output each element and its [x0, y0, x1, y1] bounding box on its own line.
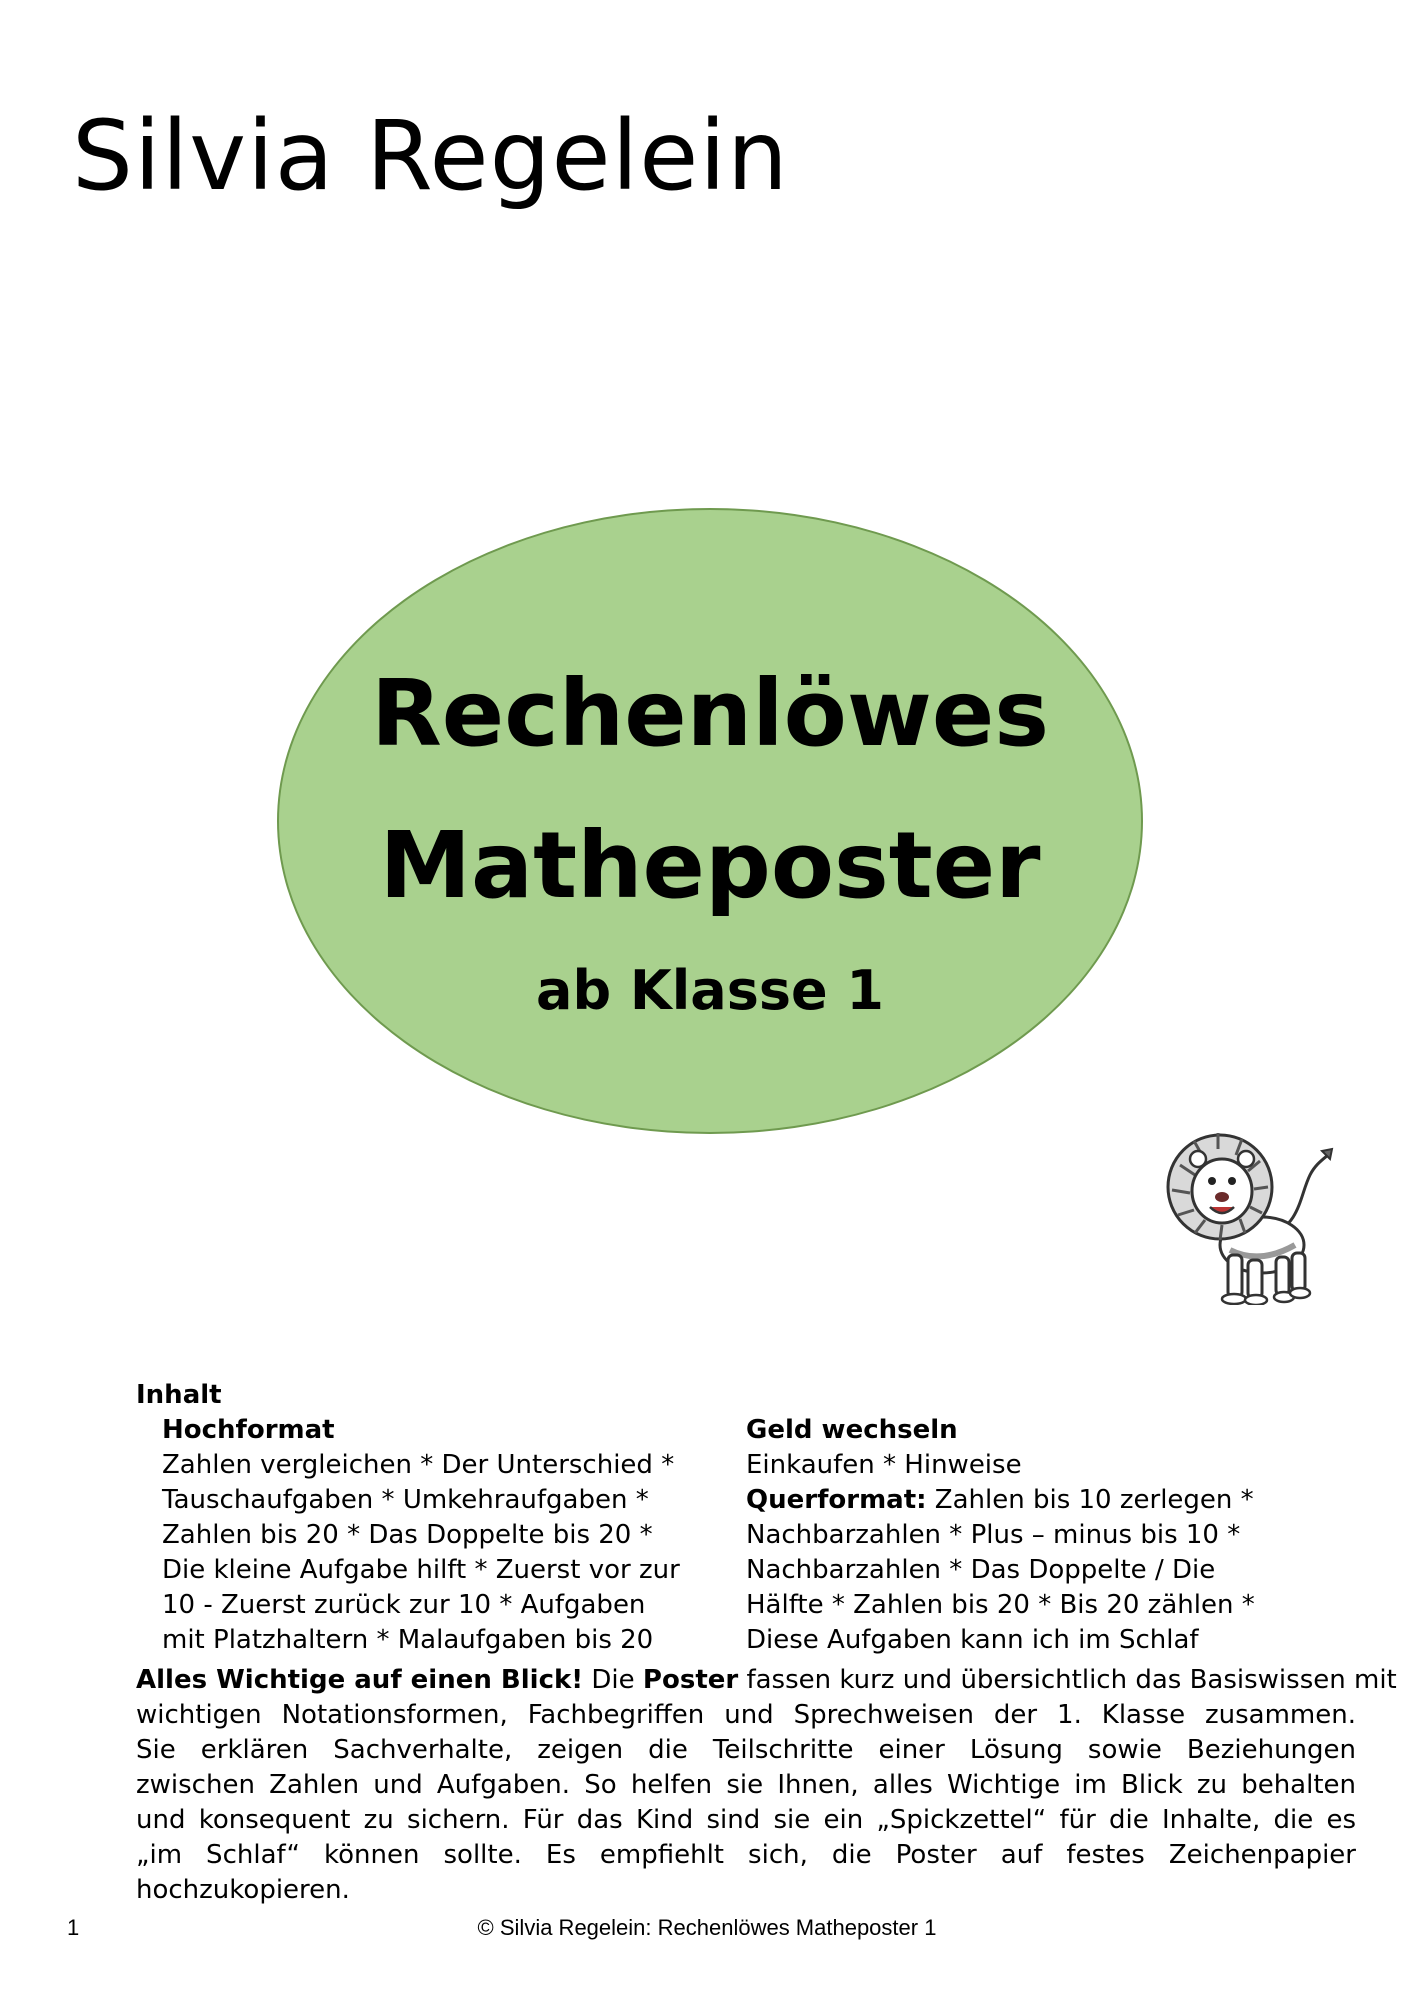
- landscape-label: Querformat:: [746, 1485, 927, 1515]
- list-item: Diese Aufgaben kann ich im Schlaf: [746, 1625, 1199, 1655]
- description-line: und konsequent zu sichern. Für das Kind sind sie ein „Spickzettel“ für die Inhalte, die es: [136, 1805, 1356, 1835]
- list-item: mit Platzhaltern * Malaufgaben bis 20: [162, 1625, 654, 1655]
- lead-text: Die: [583, 1665, 643, 1695]
- right-column-title: Geld wechseln: [746, 1415, 958, 1445]
- landscape-first: Zahlen bis 10 zerlegen *: [926, 1485, 1254, 1515]
- left-column-title: Hochformat: [162, 1415, 335, 1445]
- description-line: zwischen Zahlen und Aufgaben. So helfen sie Ihnen, alles Wichtige im Blick zu behalten: [136, 1770, 1356, 1800]
- description-line: wichtigen Notationsformen, Fachbegriffen und Sprechweisen der 1. Klasse zusammen.: [136, 1700, 1356, 1730]
- list-item: 10 - Zuerst zurück zur 10 * Aufgaben: [162, 1590, 646, 1620]
- page-number: 1: [67, 1915, 80, 1940]
- description-line: Sie erklären Sachverhalte, zeigen die Teilschritte einer Lösung sowie Beziehungen: [136, 1735, 1356, 1765]
- list-item: Hälfte * Zahlen bis 20 * Bis 20 zählen *: [746, 1590, 1255, 1620]
- lead-bold: Alles Wichtige auf einen Blick!: [136, 1665, 584, 1695]
- lion-icon: [1150, 1115, 1340, 1305]
- list-item: Nachbarzahlen * Das Doppelte / Die: [746, 1555, 1216, 1585]
- lead-text-2: fassen kurz und übersichtlich das Basiswissen mit: [738, 1665, 1397, 1695]
- contents-section: [136, 1378, 1356, 1655]
- poster-bold: Poster: [642, 1665, 739, 1695]
- contents-left-column: [162, 1413, 722, 1658]
- contents-right-column: [746, 1413, 1306, 1658]
- title-line-2: Matheposter: [379, 812, 1041, 919]
- list-item: Zahlen vergleichen * Der Unterschied *: [162, 1450, 675, 1480]
- list-item: Die kleine Aufgabe hilft * Zuerst vor zur: [162, 1555, 680, 1585]
- contents-heading: Inhalt: [136, 1380, 222, 1410]
- description-line: „im Schlaf“ können sollte. Es empfiehlt sich, die Poster auf festes Zeichenpapier: [136, 1840, 1356, 1870]
- description-paragraph: [136, 1663, 1397, 1908]
- list-item: Einkaufen * Hinweise: [746, 1450, 1022, 1480]
- footer-copyright: © Silvia Regelein: Rechenlöwes Matheposter 1: [477, 1915, 937, 1940]
- description-line: hochzukopieren.: [136, 1875, 350, 1905]
- title-line-1: Rechenlöwes: [370, 660, 1050, 767]
- list-item: [746, 1483, 1306, 1518]
- description-line: [136, 1663, 1397, 1698]
- list-item: Nachbarzahlen * Plus – minus bis 10 *: [746, 1520, 1241, 1550]
- author-name: Silvia Regelein: [72, 100, 789, 212]
- subtitle: ab Klasse 1: [536, 959, 884, 1022]
- list-item: Tauschaufgaben * Umkehraufgaben *: [162, 1485, 649, 1515]
- list-item: Zahlen bis 20 * Das Doppelte bis 20 *: [162, 1520, 653, 1550]
